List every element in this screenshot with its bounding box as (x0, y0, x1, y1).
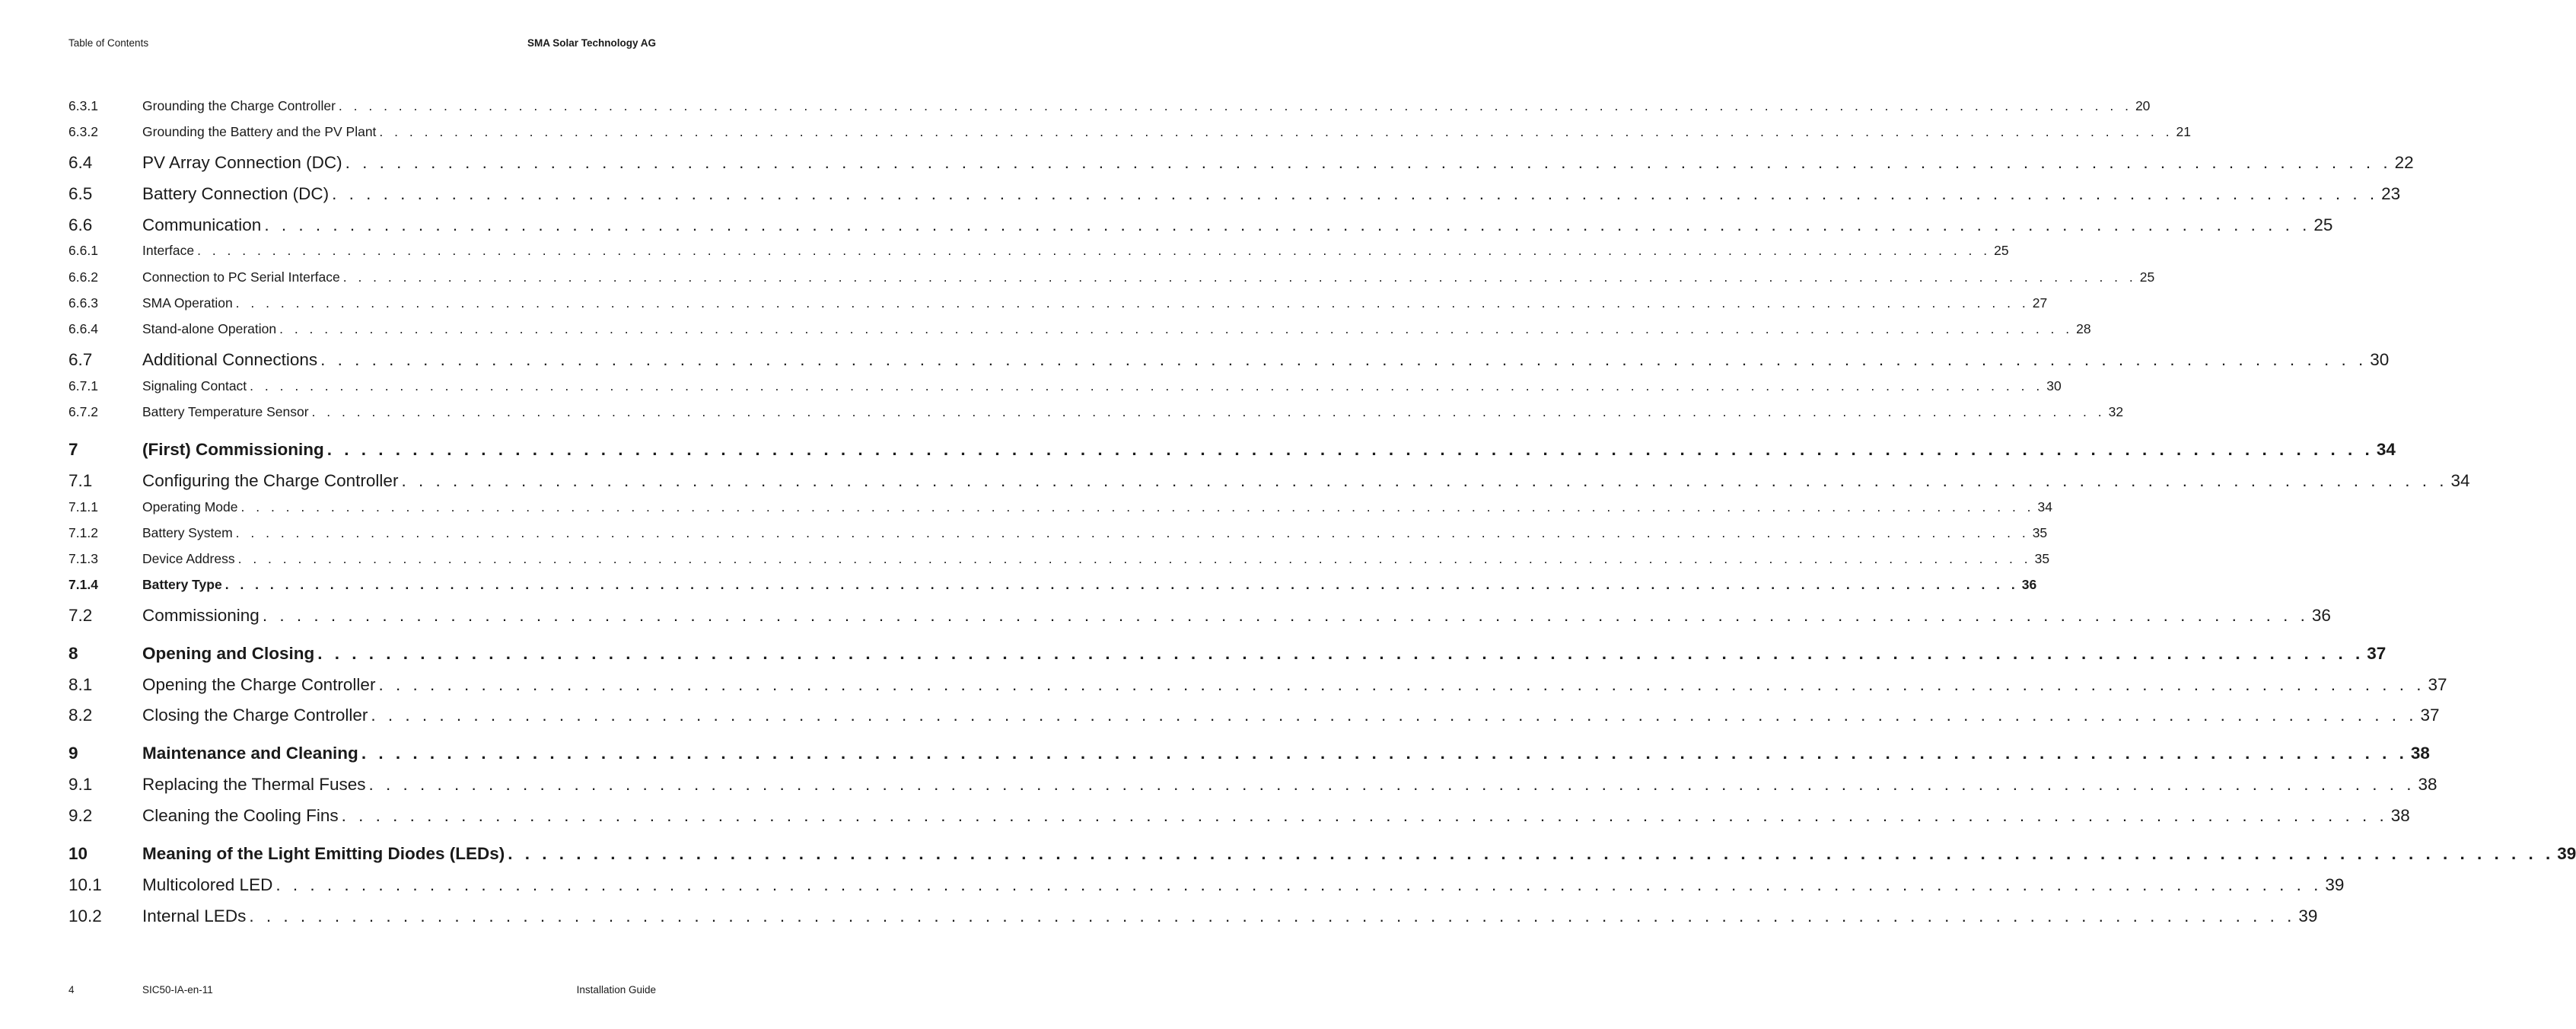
toc-entry-title: Closing the Charge Controller (142, 706, 368, 725)
toc-entry-number: 10 (68, 844, 88, 863)
toc-entry[interactable] (68, 150, 2414, 173)
toc-entry-title: Communication (142, 215, 262, 234)
toc-entry[interactable] (68, 319, 2091, 337)
toc-entry-page: 37 (2420, 706, 2440, 725)
toc-entry[interactable] (68, 903, 2318, 926)
toc-entry-title: PV Array Connection (DC) (142, 153, 342, 172)
toc-dot-leader: . . . . . . . . . . . . . . . . . . . . . . . . . . . . . . . . . . . . . . . . . . . . . . . . . . . . . . . . . . . . . . . . . . . . . . . . . . . . . . . . . . . . . . . . . . . . . . . . . . . . . . . . . . . . . . . . . . . . . . . . (262, 606, 2309, 625)
toc-entry-title: Opening the Charge Controller (142, 675, 376, 694)
toc-entry-page: 36 (2311, 606, 2331, 625)
toc-dot-leader: . . . . . . . . . . . . . . . . . . . . . . . . . . . . . . . . . . . . . . . . . . . . . . . . . . . . . . . . . . . . . . . . . . . . . . . . . . . . . . . . . . . . . . . . . . . . . . . . . . . . . . . . . . . . . . . . . . . . . . . . (361, 744, 2408, 763)
toc-entry-number: 6.6.1 (68, 243, 98, 258)
toc-entry[interactable] (68, 523, 2048, 541)
toc-dot-leader: . . . . . . . . . . . . . . . . . . . . . . . . . . . . . . . . . . . . . . . . . . . . . . . . . . . . . . . . . . . . . . . . . . . . . . . . . . . . . . . . . . . . . . . . . . . . . . . . . . . . . . . . . . . . . . . . . . . . . . . . (237, 551, 2032, 566)
toc-dot-leader: . . . . . . . . . . . . . . . . . . . . . . . . . . . . . . . . . . . . . . . . . . . . . . . . . . . . . . . . . . . . . . . . . . . . . . . . . . . . . . . . . . . . . . . . . . . . . . . . . . . . . . . . . . . . . . . . . . . . . . . . (326, 440, 2374, 459)
toc-entry[interactable] (68, 772, 2437, 795)
toc-entry[interactable] (68, 575, 2037, 593)
toc-entry-title: Battery System (142, 525, 233, 540)
toc-entry-page: 27 (2032, 295, 2048, 311)
toc-entry-number: 8 (68, 644, 78, 663)
toc-entry-page: 34 (2376, 440, 2396, 459)
toc-dot-leader: . . . . . . . . . . . . . . . . . . . . . . . . . . . . . . . . . . . . . . . . . . . . . . . . . . . . . . . . . . . . . . . . . . . . . . . . . . . . . . . . . . . . . . . . . . . . . . . . . . . . . . . . . . . . . . . . . . . . . . . . (311, 404, 2106, 419)
toc-entry-title: Device Address (142, 551, 235, 566)
toc-entry[interactable] (68, 549, 2050, 567)
toc-dot-leader: . . . . . . . . . . . . . . . . . . . . . . . . . . . . . . . . . . . . . . . . . . . . . . . . . . . . . . . . . . . . . . . . . . . . . . . . . . . . . . . . . . . . . . . . . . . . . . . . . . . . . . . . . . . . . . . . . . . . . . . . (264, 215, 2311, 234)
toc-entry-number: 7.1.2 (68, 525, 98, 540)
toc-entry-title: Battery Temperature Sensor (142, 404, 309, 419)
footer-doc-code: SIC50-IA-en-11 (142, 984, 213, 996)
toc-entry-page: 25 (2313, 215, 2333, 234)
toc-entry-page: 28 (2076, 321, 2091, 336)
toc-entry[interactable] (68, 468, 2470, 491)
toc-entry-title: Connection to PC Serial Interface (142, 269, 340, 285)
toc-entry-number: 10.2 (68, 906, 102, 925)
toc-entry[interactable] (68, 402, 2124, 420)
toc-dot-leader: . . . . . . . . . . . . . . . . . . . . . . . . . . . . . . . . . . . . . . . . . . . . . . . . . . . . . . . . . . . . . . . . . . . . . . . . . . . . . . . . . . . . . . . . . . . . . . . . . . . . . . . . . . . . . . . . . . . . . . . . (320, 350, 2367, 369)
toc-entry-title: Interface (142, 243, 195, 258)
toc-entry-page: 38 (2418, 775, 2437, 794)
toc-entry-page: 37 (2428, 675, 2447, 694)
toc-entry[interactable] (68, 872, 2345, 895)
toc-dot-leader: . . . . . . . . . . . . . . . . . . . . . . . . . . . . . . . . . . . . . . . . . . . . . . . . . . . . . . . . . . . . . . . . . . . . . . . . . . . . . . . . . . . . . . . . . . . . . . . . . . . . . . . . . . . . . . . . . . . . . . . . (341, 806, 2388, 825)
toc-entry-page: 25 (1994, 243, 2009, 258)
toc-entry-page: 39 (2325, 875, 2345, 894)
toc-dot-leader: . . . . . . . . . . . . . . . . . . . . . . . . . . . . . . . . . . . . . . . . . . . . . . . . . . . . . . . . . . . . . . . . . . . . . . . . . . . . . . . . . . . . . . . . . . . . . . . . . . . . . . . . . . . . . . . . . . . . . . . . (368, 775, 2415, 794)
toc-entry-title: Configuring the Charge Controller (142, 471, 399, 490)
toc-dot-leader: . . . . . . . . . . . . . . . . . . . . . . . . . . . . . . . . . . . . . . . . . . . . . . . . . . . . . . . . . . . . . . . . . . . . . . . . . . . . . . . . . . . . . . . . . . . . . . . . . . . . . . . . . . . . . . . . . . . . . . . . (379, 124, 2173, 139)
toc-entry-number: 8.1 (68, 675, 93, 694)
toc-dot-leader: . . . . . . . . . . . . . . . . . . . . . . . . . . . . . . . . . . . . . . . . . . . . . . . . . . . . . . . . . . . . . . . . . . . . . . . . . . . . . . . . . . . . . . . . . . . . . . . . . . . . . . . . . . . . . . . . . . . . . . . . (249, 906, 2296, 925)
toc-entry-title: Signaling Contact (142, 378, 247, 393)
toc-entry-title: Internal LEDs (142, 906, 247, 925)
toc-entry-title: Additional Connections (142, 350, 318, 369)
toc-entry-title: Meaning of the Light Emitting Diodes (LEDs) (142, 844, 505, 863)
toc-entry-page: 21 (2176, 124, 2191, 139)
toc-entry-number: 7.1.4 (68, 577, 98, 592)
toc-entry[interactable] (68, 603, 2331, 626)
footer-page-number: 4 (68, 984, 75, 996)
toc-entry-page: 38 (2410, 744, 2430, 763)
footer-doc-type: Installation Guide (576, 984, 656, 996)
toc-entry-title: (First) Commissioning (142, 440, 324, 459)
toc-entry-page: 35 (2032, 525, 2048, 540)
toc-dot-leader: . . . . . . . . . . . . . . . . . . . . . . . . . . . . . . . . . . . . . . . . . . . . . . . . . . . . . . . . . . . . . . . . . . . . . . . . . . . . . . . . . . . . . . . . . . . . . . . . . . . . . . . . . . . . . . . . . . . . . . . . (342, 269, 2137, 285)
toc-entry-number: 6.3.2 (68, 124, 98, 139)
toc-entry-title: SMA Operation (142, 295, 233, 311)
toc-entry[interactable] (68, 241, 2009, 259)
toc-entry-number: 6.7.2 (68, 404, 98, 419)
toc-entry[interactable] (68, 212, 2333, 235)
toc-entry[interactable] (68, 267, 2155, 285)
toc-entry-number: 6.6.3 (68, 295, 98, 311)
toc-entry-number: 6.7.1 (68, 378, 98, 393)
toc-entry-number: 7.1.1 (68, 499, 98, 514)
toc-dot-leader: . . . . . . . . . . . . . . . . . . . . . . . . . . . . . . . . . . . . . . . . . . . . . . . . . . . . . . . . . . . . . . . . . . . . . . . . . . . . . . . . . . . . . . . . . . . . . . . . . . . . . . . . . . . . . . . . . . . . . . . . (240, 499, 2035, 514)
toc-entry-page: 32 (2108, 404, 2124, 419)
toc-entry-page: 36 (2021, 577, 2037, 592)
toc-entry-title: Grounding the Charge Controller (142, 98, 336, 113)
toc-entry-page: 22 (2394, 153, 2414, 172)
running-header-company: SMA Solar Technology AG (527, 37, 656, 49)
toc-entry-number: 9.2 (68, 806, 93, 825)
toc-entry-number: 9 (68, 744, 78, 763)
toc-entry[interactable] (68, 437, 2396, 460)
toc-entry-page: 37 (2367, 644, 2387, 663)
toc-entry-title: Opening and Closing (142, 644, 315, 663)
toc-entry[interactable] (68, 841, 2576, 864)
toc-entry-page: 34 (2450, 471, 2470, 490)
toc-entry-page: 34 (2037, 499, 2053, 514)
toc-entry[interactable] (68, 376, 2062, 394)
toc-entry-title: Maintenance and Cleaning (142, 744, 358, 763)
toc-entry[interactable] (68, 347, 2390, 370)
toc-entry-page: 30 (2046, 378, 2062, 393)
toc-entry-number: 6.3.1 (68, 98, 98, 113)
toc-entry-number: 6.5 (68, 184, 93, 203)
toc-entry[interactable] (68, 122, 2191, 140)
toc-entry[interactable] (68, 96, 2151, 114)
toc-dot-leader: . . . . . . . . . . . . . . . . . . . . . . . . . . . . . . . . . . . . . . . . . . . . . . . . . . . . . . . . . . . . . . . . . . . . . . . . . . . . . . . . . . . . . . . . . . . . . . . . . . . . . . . . . . . . . . . . . . . . . . . . (332, 184, 2379, 203)
toc-entry[interactable] (68, 293, 2048, 311)
running-header-section: Table of Contents (68, 37, 149, 49)
toc-entry-page: 39 (2298, 906, 2318, 925)
toc-entry-number: 8.2 (68, 706, 93, 725)
toc-entry-page: 23 (2381, 184, 2401, 203)
toc-entry[interactable] (68, 181, 2401, 204)
toc-entry-number: 6.7 (68, 350, 93, 369)
toc-entry-title: Replacing the Thermal Fuses (142, 775, 366, 794)
toc-dot-leader: . . . . . . . . . . . . . . . . . . . . . . . . . . . . . . . . . . . . . . . . . . . . . . . . . . . . . . . . . . . . . . . . . . . . . . . . . . . . . . . . . . . . . . . . . . . . . . . . . . . . . . . . . . . . . . . . . . . . . . . . (378, 675, 2425, 694)
toc-entry-title: Battery Type (142, 577, 222, 592)
toc-entry-number: 6.6.4 (68, 321, 98, 336)
toc-entry-title: Multicolored LED (142, 875, 273, 894)
toc-entry-number: 6.6.2 (68, 269, 98, 285)
toc-entry-title: Grounding the Battery and the PV Plant (142, 124, 377, 139)
toc-entry-page: 38 (2390, 806, 2410, 825)
toc-dot-leader: . . . . . . . . . . . . . . . . . . . . . . . . . . . . . . . . . . . . . . . . . . . . . . . . . . . . . . . . . . . . . . . . . . . . . . . . . . . . . . . . . . . . . . . . . . . . . . . . . . . . . . . . . . . . . . . . . . . . . . . . (275, 875, 2323, 894)
toc-entry-title: Cleaning the Cooling Fins (142, 806, 339, 825)
toc-dot-leader: . . . . . . . . . . . . . . . . . . . . . . . . . . . . . . . . . . . . . . . . . . . . . . . . . . . . . . . . . . . . . . . . . . . . . . . . . . . . . . . . . . . . . . . . . . . . . . . . . . . . . . . . . . . . . . . . . . . . . . . . (197, 243, 1992, 258)
toc-dot-leader: . . . . . . . . . . . . . . . . . . . . . . . . . . . . . . . . . . . . . . . . . . . . . . . . . . . . . . . . . . . . . . . . . . . . . . . . . . . . . . . . . . . . . . . . . . . . . . . . . . . . . . . . . . . . . . . . . . . . . . . . (235, 525, 2030, 540)
toc-entry-number: 6.6 (68, 215, 93, 234)
toc-entry[interactable] (68, 702, 2440, 725)
toc-entry-title: Battery Connection (DC) (142, 184, 330, 203)
toc-dot-leader: . . . . . . . . . . . . . . . . . . . . . . . . . . . . . . . . . . . . . . . . . . . . . . . . . . . . . . . . . . . . . . . . . . . . . . . . . . . . . . . . . . . . . . . . . . . . . . . . . . . . . . . . . . . . . . . . . . . . . . . . (401, 471, 2448, 490)
toc-entry[interactable] (68, 803, 2410, 826)
toc-entry-title: Commissioning (142, 606, 260, 625)
toc-entry-number: 7.2 (68, 606, 93, 625)
toc-dot-leader: . . . . . . . . . . . . . . . . . . . . . . . . . . . . . . . . . . . . . . . . . . . . . . . . . . . . . . . . . . . . . . . . . . . . . . . . . . . . . . . . . . . . . . . . . . . . . . . . . . . . . . . . . . . . . . . . . . . . . . . . (317, 644, 2364, 663)
toc-entry-page: 35 (2034, 551, 2050, 566)
toc-entry[interactable] (68, 497, 2053, 515)
toc-entry-number: 9.1 (68, 775, 93, 794)
toc-dot-leader: . . . . . . . . . . . . . . . . . . . . . . . . . . . . . . . . . . . . . . . . . . . . . . . . . . . . . . . . . . . . . . . . . . . . . . . . . . . . . . . . . . . . . . . . . . . . . . . . . . . . . . . . . . . . . . . . . . . . . . . . (224, 577, 2019, 592)
toc-entry-page: 20 (2135, 98, 2151, 113)
toc-entry[interactable] (68, 672, 2447, 695)
toc-entry-page: 25 (2139, 269, 2155, 285)
toc-dot-leader: . . . . . . . . . . . . . . . . . . . . . . . . . . . . . . . . . . . . . . . . . . . . . . . . . . . . . . . . . . . . . . . . . . . . . . . . . . . . . . . . . . . . . . . . . . . . . . . . . . . . . . . . . . . . . . . . . . . . . . . . (508, 844, 2555, 863)
toc-entry-number: 7 (68, 440, 78, 459)
toc-entry-number: 7.1.3 (68, 551, 98, 566)
toc-entry-page: 30 (2370, 350, 2390, 369)
toc-entry-number: 6.4 (68, 153, 93, 172)
toc-entry[interactable] (68, 741, 2430, 763)
toc-entry[interactable] (68, 641, 2387, 664)
toc-entry-number: 10.1 (68, 875, 102, 894)
toc-dot-leader: . . . . . . . . . . . . . . . . . . . . . . . . . . . . . . . . . . . . . . . . . . . . . . . . . . . . . . . . . . . . . . . . . . . . . . . . . . . . . . . . . . . . . . . . . . . . . . . . . . . . . . . . . . . . . . . . . . . . . . . . (345, 153, 2392, 172)
toc-dot-leader: . . . . . . . . . . . . . . . . . . . . . . . . . . . . . . . . . . . . . . . . . . . . . . . . . . . . . . . . . . . . . . . . . . . . . . . . . . . . . . . . . . . . . . . . . . . . . . . . . . . . . . . . . . . . . . . . . . . . . . . . (338, 98, 2132, 113)
toc-entry-number: 7.1 (68, 471, 93, 490)
toc-dot-leader: . . . . . . . . . . . . . . . . . . . . . . . . . . . . . . . . . . . . . . . . . . . . . . . . . . . . . . . . . . . . . . . . . . . . . . . . . . . . . . . . . . . . . . . . . . . . . . . . . . . . . . . . . . . . . . . . . . . . . . . . (250, 378, 2044, 393)
toc-dot-leader: . . . . . . . . . . . . . . . . . . . . . . . . . . . . . . . . . . . . . . . . . . . . . . . . . . . . . . . . . . . . . . . . . . . . . . . . . . . . . . . . . . . . . . . . . . . . . . . . . . . . . . . . . . . . . . . . . . . . . . . . (235, 295, 2030, 311)
toc-entry-page: 39 (2557, 844, 2576, 863)
toc-dot-leader: . . . . . . . . . . . . . . . . . . . . . . . . . . . . . . . . . . . . . . . . . . . . . . . . . . . . . . . . . . . . . . . . . . . . . . . . . . . . . . . . . . . . . . . . . . . . . . . . . . . . . . . . . . . . . . . . . . . . . . . . (371, 706, 2418, 725)
toc-dot-leader: . . . . . . . . . . . . . . . . . . . . . . . . . . . . . . . . . . . . . . . . . . . . . . . . . . . . . . . . . . . . . . . . . . . . . . . . . . . . . . . . . . . . . . . . . . . . . . . . . . . . . . . . . . . . . . . . . . . . . . . . (279, 321, 2074, 336)
toc-entry-title: Stand-alone Operation (142, 321, 277, 336)
toc-entry-title: Operating Mode (142, 499, 238, 514)
